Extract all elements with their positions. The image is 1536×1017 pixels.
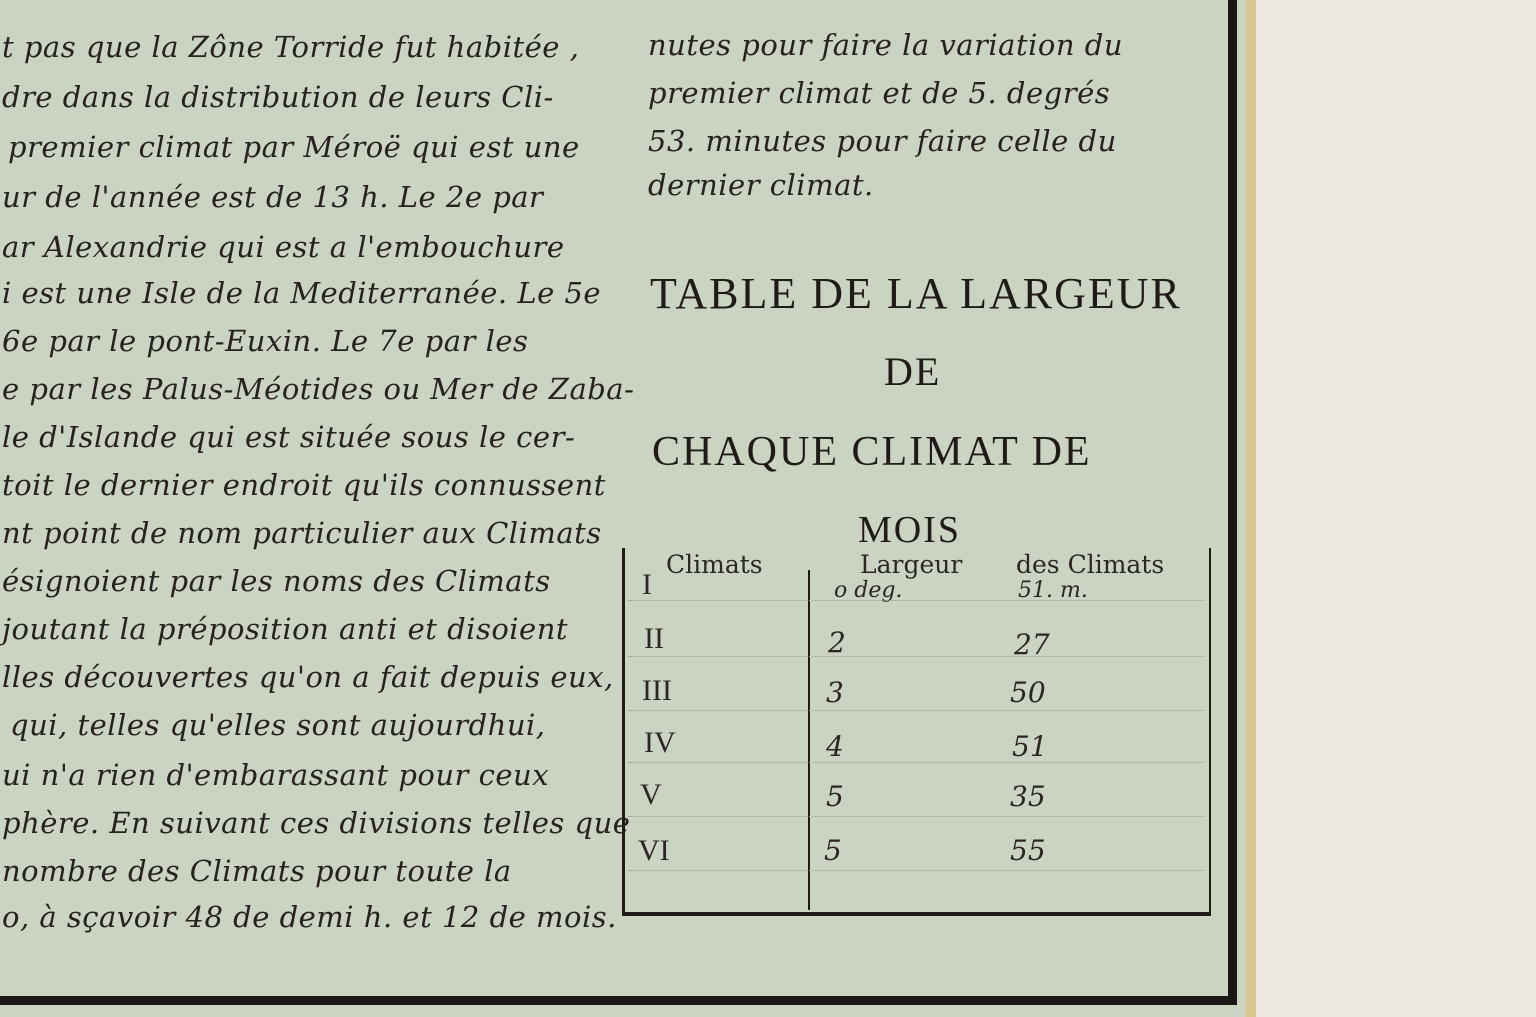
table-row: V [640,778,662,811]
left-text-line: toit le dernier endroit qu'ils connussent [2,468,606,502]
left-text-line: e par les Palus-Méotides ou Mer de Zaba- [2,372,635,406]
table-title-line3: CHAQUE CLIMAT DE [652,429,1092,475]
left-text-line: ar Alexandrie qui est a l'embouchure [2,230,565,264]
row-rule [628,870,1204,871]
left-text-line: o, à sçavoir 48 de demi h. et 12 de mois. [2,900,617,934]
left-text-line: premier climat par Méroë qui est une [8,130,580,164]
unit-degrees: o deg. [834,578,903,603]
row-degrees: 3 [826,676,844,709]
unit-minutes: 51. m. [1018,578,1088,603]
table-column-divider [808,570,810,910]
left-text-line: le d'Islande qui est située sous le cer- [2,420,576,454]
header-largeur: Largeur [860,550,963,579]
table-row: IV [644,726,676,759]
left-text-line: lles découvertes qu'on a fait depuis eux, [2,660,614,694]
left-text-line: dre dans la distribution de leurs Cli- [2,80,554,114]
left-text-line: 6e par le pont-Euxin. Le 7e par les [2,324,529,358]
table-row: I [642,568,652,601]
row-minutes: 55 [1010,834,1046,867]
left-text-line: nombre des Climats pour toute la [2,854,512,888]
row-minutes: 50 [1010,676,1046,709]
row-rule [628,600,1204,601]
frame-edge [1246,0,1256,1017]
table-row: VI [638,834,670,867]
right-text-line: premier climat et de 5. degrés [648,76,1111,110]
table-title: TABLE DE LA LARGEUR [650,269,1182,318]
mat-board [1252,0,1536,1017]
row-rule [628,656,1204,657]
row-rule [628,816,1204,817]
left-text-line: ésignoient par les noms des Climats [2,564,551,598]
table-row: III [642,674,672,707]
left-text-line: joutant la préposition anti et disoient [2,612,569,646]
left-text-line: t pas que la Zône Torride fut habitée , [2,30,580,64]
right-text-line: dernier climat. [648,168,874,202]
row-minutes: 51 [1012,730,1048,763]
row-rule [628,710,1204,711]
row-minutes: 27 [1014,628,1050,661]
table-title-de: DE [884,349,942,394]
table-row: II [644,622,664,655]
left-text-line: qui, telles qu'elles sont aujourdhui, [10,708,546,742]
page-border-right [1228,0,1237,1005]
left-text-line: ur de l'année est de 13 h. Le 2e par [2,180,544,214]
left-text-line: nt point de nom particulier aux Climats [2,516,602,550]
row-rule [628,762,1204,763]
right-text-line: 53. minutes pour faire celle du [648,124,1117,158]
header-des-climats: des Climats [1016,550,1165,579]
row-minutes: 35 [1010,780,1046,813]
right-text-line: nutes pour faire la variation du [648,28,1124,62]
row-degrees: 4 [826,730,844,763]
table-title-mois: MOIS [858,509,962,551]
row-degrees: 5 [824,834,842,867]
left-text-line: i est une Isle de la Mediterranée. Le 5e [2,276,602,310]
row-degrees: 2 [828,626,846,659]
left-text-line: ui n'a rien d'embarassant pour ceux [2,758,550,792]
header-climats: Climats [666,550,763,579]
climate-table [622,548,1211,916]
page-border-bottom [0,996,1237,1005]
row-degrees: 5 [826,780,844,813]
left-text-line: phère. En suivant ces divisions telles que [2,806,631,840]
